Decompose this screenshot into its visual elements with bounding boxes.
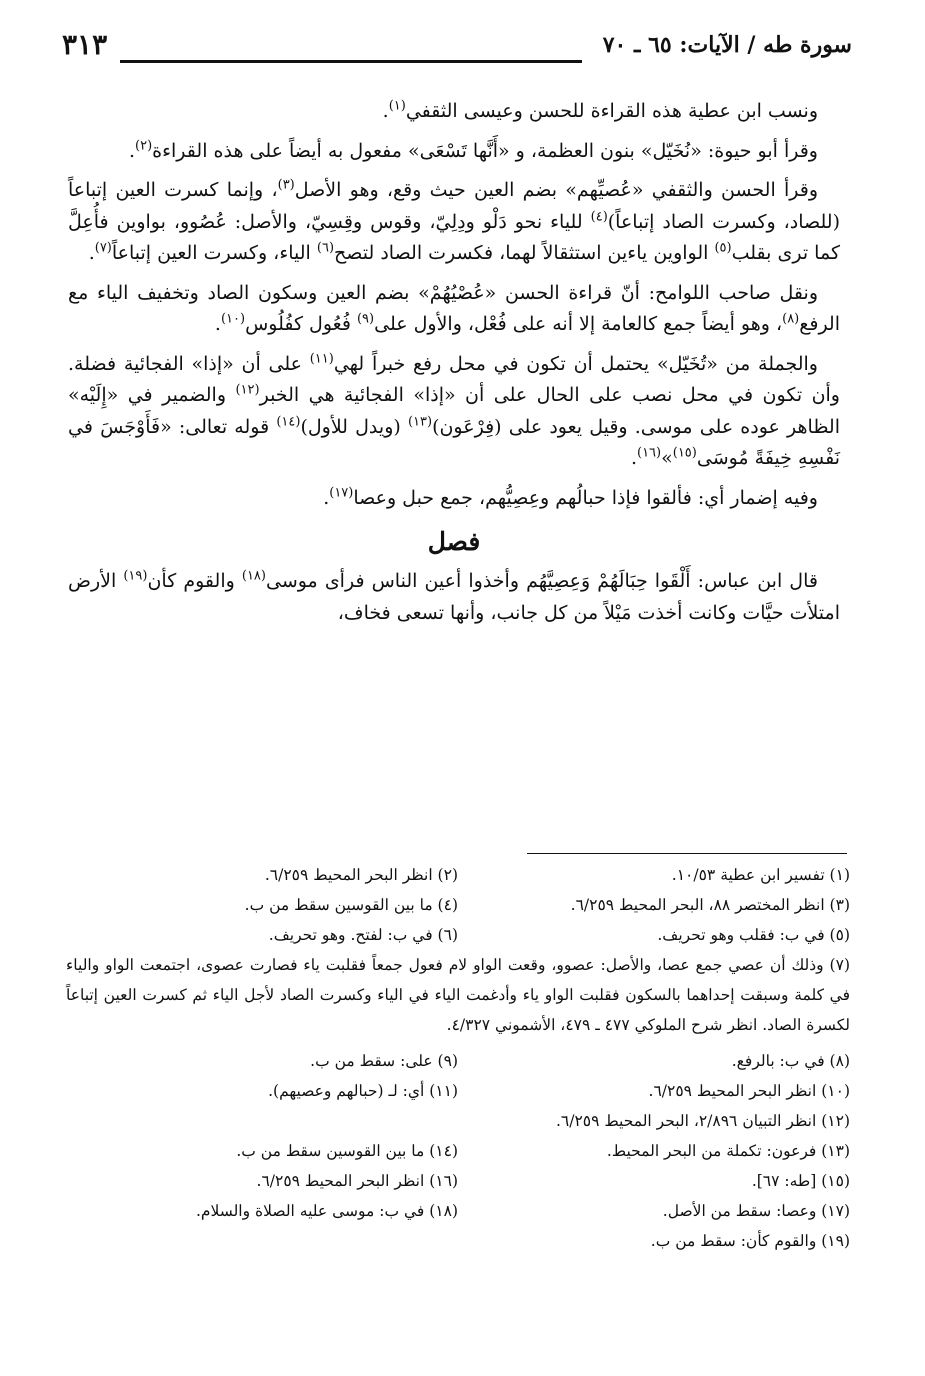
footnote: (١١) أي: لـ (حبالهم وعصيهم). xyxy=(268,1082,458,1100)
footnote-ref: (١٩) xyxy=(123,568,148,584)
footnote: (٥) في ب: فقلب وهو تحريف. xyxy=(657,926,850,944)
footnote: (٨) في ب: بالرفع. xyxy=(731,1052,850,1070)
footnote-row xyxy=(66,920,850,950)
text: . xyxy=(214,313,221,335)
running-title: سورة طه / الآيات: ٦٥ ـ ٧٠ xyxy=(602,32,852,58)
footnote-ref: (٧) xyxy=(94,240,112,256)
footnote-ref: (١٥) xyxy=(672,445,697,461)
text: والقوم كأن xyxy=(147,570,242,592)
footnote-row xyxy=(66,1196,850,1226)
footnote-separator xyxy=(527,853,847,854)
footnote: (٦) في ب: لفتح. وهو تحريف. xyxy=(268,926,458,944)
footnote: (١٥) [طه: ٦٧]. xyxy=(751,1172,850,1190)
footnote-row xyxy=(66,860,850,890)
text: الأرض امتلأت حيَّات وكانت أخذت مَيْلاً من كل جانب، وأنها تسعى فخاف، xyxy=(68,570,840,624)
paragraph xyxy=(68,278,840,341)
footnote: (٩) على: سقط من ب. xyxy=(310,1052,458,1070)
footnote: (١٩) والقوم كأن: سقط من ب. xyxy=(650,1232,850,1250)
text: وفيه إضمار أي: فألقوا فإذا حبالُهم وعِصِيُّهم، جمع حبل وعصا xyxy=(353,486,818,509)
footnote-ref: (٤) xyxy=(590,209,608,225)
text: » xyxy=(661,447,673,469)
footnote-row xyxy=(66,1166,850,1196)
footnote-ref: (٩) xyxy=(356,311,375,327)
footnote: (١٤) ما بين القوسين سقط من ب. xyxy=(236,1142,458,1160)
footnote: (١٠) انظر البحر المحيط ٦/٢٥٩. xyxy=(648,1082,850,1100)
text: للياء نحو دَلْو ودِلِيّ، وقوس وقِسِيّ، والأصل: عُصُوو، بواوين فأُعِلَّ كما ترى بقلب xyxy=(68,210,840,264)
footnote-ref: (٥) xyxy=(714,240,732,256)
text: والضمير في «إِلَيْه» الظاهر عوده على موسى. وقيل يعود على (فِرْعَون) xyxy=(68,384,840,438)
text: . xyxy=(128,139,135,162)
footnote-ref: (٦) xyxy=(316,240,335,256)
text: الياء، وكسرت العين إتباعاً xyxy=(111,242,317,264)
footnote: (١٦) انظر البحر المحيط ٦/٢٥٩. xyxy=(256,1172,458,1190)
footnote-ref: (٢) xyxy=(135,138,153,154)
footnote: (١٣) فرعون: تكملة من البحر المحيط. xyxy=(606,1142,850,1160)
paragraph xyxy=(68,349,840,475)
footnote-ref: (٨) xyxy=(782,311,800,327)
paragraph xyxy=(68,136,840,168)
text: ونسب ابن عطية هذه القراءة للحسن وعيسى الثقفي xyxy=(405,100,818,122)
footnote: (١٨) في ب: موسى عليه الصلاة والسلام. xyxy=(195,1202,458,1220)
text: ، وإنما كسرت العين إتباعاً (للصاد، وكسرت الصاد إتباعاً) xyxy=(68,179,841,233)
main-text xyxy=(68,96,840,637)
paragraph xyxy=(68,483,840,515)
footnote-row xyxy=(66,890,850,920)
text: على أن «إذا» الفجائية فضلة. وأن تكون في محل نصب على الحال على أن «إذا» الفجائية هي الخبر xyxy=(68,352,840,406)
footnote-ref: (١٣) xyxy=(407,414,433,430)
footnote: (٧) وذلك أن عصي جمع عصا، والأصل: عصوو، وقعت الواو لام فعول جمعاً فقلبت ياء فصارت عصوى، اجتمعت الواو والياء في كلمة وسبقت إحداهما بالسكون فقلبت الواو ياء وأدغمت الياء في الياء وكسرت الصاد لأجل الياء ثم كسرت العين إتباعاً لكسرة الصاد. انظر شرح الملوكي ٤٧٧ ـ ٤٧٩، الأشموني ٤/٣٢٧. xyxy=(66,956,850,1034)
text: . xyxy=(323,486,330,509)
footnote-ref: (١١) xyxy=(309,351,334,367)
text: وقرأ أبو حيوة: «نُخَيّل» بنون العظمة، و «أَنَّها تَسْعَى» مفعول به أيضاً على هذه القراءة xyxy=(152,139,818,162)
text: . xyxy=(382,100,389,122)
text: فُعُول كفُلُوس xyxy=(245,313,357,335)
header-rule xyxy=(120,60,582,63)
footnote-ref: (١٠) xyxy=(220,311,246,327)
footnote: (٢) انظر البحر المحيط ٦/٢٥٩. xyxy=(264,866,458,884)
footnote-ref: (١٧) xyxy=(329,485,354,501)
text: ، وهو أيضاً جمع كالعامة إلا أنه على فُعْل، والأول على xyxy=(374,313,783,335)
footnote-ref: (١٤) xyxy=(276,414,301,430)
footnote-row xyxy=(66,1046,850,1076)
footnote-ref: (١٦) xyxy=(636,445,662,461)
text: قال ابن عباس: أَلْقَوا حِبَالَهُمْ وَعِصِيَّهُم وأخذوا أعين الناس فرأى موسى xyxy=(265,570,818,592)
page-number: ٣١٣ xyxy=(62,28,108,61)
footnote-ref: (١) xyxy=(388,98,406,114)
page-header xyxy=(62,28,852,68)
text: (ويدل للأول) xyxy=(300,415,408,438)
footnote-ref: (٣) xyxy=(277,177,295,193)
footnote: (٤) ما بين القوسين سقط من ب. xyxy=(244,896,458,914)
footnote-ref: (١٨) xyxy=(241,568,266,584)
text: . xyxy=(630,447,637,469)
footnote-row xyxy=(66,1076,850,1106)
text: الواوين ياءين استثقالاً لهما، فكسرت الصاد لتصح xyxy=(334,242,715,264)
text: ونقل صاحب اللوامح: أنّ قراءة الحسن «عُصْيُهُمْ» بضم العين وسكون الصاد وتخفيف الياء مع الرفع xyxy=(68,281,840,335)
text: والجملة من «تُخَيّل» يحتمل أن تكون في محل رفع خبراً لهي xyxy=(333,352,818,375)
section-heading: فصل xyxy=(427,527,481,556)
text: قوله تعالى: «فَأَوْجَسَ في نَفْسِهِ خِيفَةً مُوسَى xyxy=(68,415,840,469)
paragraph xyxy=(68,96,840,128)
text: وقرأ الحسن والثقفي «عُصيِّهم» بضم العين حيث وقع، وهو الأصل xyxy=(294,179,818,201)
footnote-row xyxy=(66,1136,850,1166)
paragraph xyxy=(68,175,840,270)
footnote: (١) تفسير ابن عطية ١٠/٥٣. xyxy=(671,866,850,884)
footnote: (١٧) وعصا: سقط من الأصل. xyxy=(662,1202,850,1220)
footnote-ref: (١٢) xyxy=(235,382,260,398)
text: . xyxy=(88,242,95,264)
footnote: (٣) انظر المختصر ٨٨، البحر المحيط ٦/٢٥٩. xyxy=(570,896,850,914)
footnote: (١٢) انظر التبيان ٢/٨٩٦، البحر المحيط ٦/٢٥٩. xyxy=(555,1112,850,1130)
paragraph xyxy=(68,566,840,629)
footnotes xyxy=(66,860,850,1256)
